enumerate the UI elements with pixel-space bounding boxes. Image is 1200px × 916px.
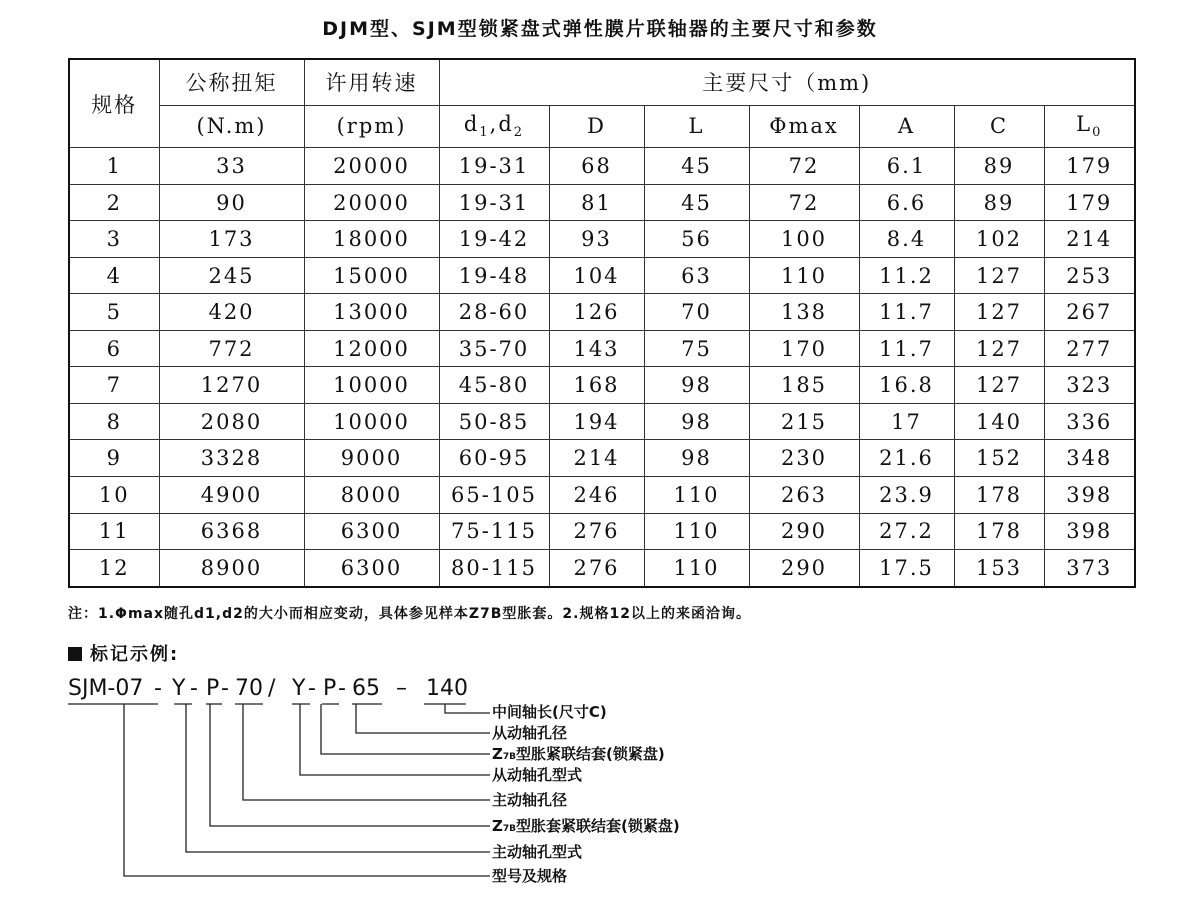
header-dimensions: 主要尺寸（mm) — [439, 59, 1135, 105]
table-cell: 102 — [954, 221, 1044, 258]
table-cell: 178 — [954, 476, 1044, 513]
table-cell: 3328 — [159, 440, 304, 477]
code-dash: - — [190, 676, 198, 701]
header-speed: 许用转速 — [304, 59, 439, 105]
table-cell: 18000 — [304, 221, 439, 258]
table-cell: 6368 — [159, 513, 304, 550]
header-speed-unit: (rpm) — [304, 105, 439, 148]
table-cell: 11.7 — [859, 330, 954, 367]
table-cell: 126 — [549, 294, 644, 331]
table-cell: 63 — [644, 257, 749, 294]
table-cell: 75 — [644, 330, 749, 367]
table-cell: 60-95 — [439, 440, 549, 477]
table-cell: 89 — [954, 148, 1044, 185]
page-title: DJM型、SJM型锁紧盘式弹性膜片联轴器的主要尺寸和参数 — [322, 18, 878, 40]
table-cell: 11.2 — [859, 257, 954, 294]
table-cell: 110 — [644, 550, 749, 587]
table-cell: 127 — [954, 257, 1044, 294]
code-drive-p: P — [206, 676, 220, 701]
table-cell: 110 — [749, 257, 859, 294]
label-middle-length: 中间轴长(尺寸C) — [492, 703, 607, 721]
table-cell: 277 — [1044, 330, 1135, 367]
table-note: 注：1.Φmax随孔d1,d2的大小而相应变动，具体参见样本Z7B型胀套。2.规格12以上的来函洽询。 — [68, 606, 751, 622]
table-cell: 4900 — [159, 476, 304, 513]
table-cell: 100 — [749, 221, 859, 258]
table-cell: 5 — [69, 294, 159, 331]
table-cell: 90 — [159, 184, 304, 221]
table-cell: 68 — [549, 148, 644, 185]
table-cell: 19-31 — [439, 184, 549, 221]
table-cell: 1270 — [159, 367, 304, 404]
table-cell: 253 — [1044, 257, 1135, 294]
table-cell: 140 — [954, 403, 1044, 440]
table-cell: 35-70 — [439, 330, 549, 367]
table-cell: 75-115 — [439, 513, 549, 550]
table-cell: 127 — [954, 330, 1044, 367]
table-cell: 7 — [69, 367, 159, 404]
code-length: 140 — [426, 676, 468, 701]
code-model: SJM-07 — [68, 676, 144, 701]
table-cell: 12 — [69, 550, 159, 587]
label-driven-locking-set: Z7B型胀紧联结套(锁紧盘) — [492, 745, 665, 763]
table-cell: 20000 — [304, 148, 439, 185]
table-cell: 143 — [549, 330, 644, 367]
table-cell: 28-60 — [439, 294, 549, 331]
table-cell: 45 — [644, 148, 749, 185]
example-heading: 标记示例: — [68, 640, 179, 666]
table-cell: 373 — [1044, 550, 1135, 587]
label-model-spec: 型号及规格 — [492, 867, 568, 885]
label-drive-bore: 主动轴孔径 — [492, 791, 568, 809]
table-cell: 50-85 — [439, 403, 549, 440]
table-cell: 173 — [159, 221, 304, 258]
table-cell: 127 — [954, 294, 1044, 331]
table-cell: 185 — [749, 367, 859, 404]
table-cell: 179 — [1044, 148, 1135, 185]
table-cell: 6 — [69, 330, 159, 367]
code-driven-p: P — [323, 676, 337, 701]
table-cell: 214 — [1044, 221, 1135, 258]
table-cell: 323 — [1044, 367, 1135, 404]
table-cell: 11.7 — [859, 294, 954, 331]
table-cell: 13000 — [304, 294, 439, 331]
table-cell: 267 — [1044, 294, 1135, 331]
header-c: C — [954, 105, 1044, 148]
table-cell: 772 — [159, 330, 304, 367]
table-cell: 9000 — [304, 440, 439, 477]
table-cell: 65-105 — [439, 476, 549, 513]
table-cell: 153 — [954, 550, 1044, 587]
table-cell: 10000 — [304, 403, 439, 440]
table-cell: 89 — [954, 184, 1044, 221]
table-cell: 110 — [644, 476, 749, 513]
header-spec: 规格 — [69, 59, 159, 148]
header-bore: $d_1,d_2$ — [439, 105, 549, 148]
table-cell: 19-42 — [439, 221, 549, 258]
table-cell: 27.2 — [859, 513, 954, 550]
code-driven-type: Y — [292, 676, 306, 701]
table-cell: 276 — [549, 513, 644, 550]
table-cell: 10 — [69, 476, 159, 513]
header-phimax: Φmax — [749, 105, 859, 148]
code-dash: - — [308, 676, 316, 701]
table-cell: 1 — [69, 148, 159, 185]
header-l: L — [644, 105, 749, 148]
table-cell: 19-48 — [439, 257, 549, 294]
table-cell: 20000 — [304, 184, 439, 221]
table-cell: 3 — [69, 221, 159, 258]
table-cell: 290 — [749, 550, 859, 587]
table-cell: 246 — [549, 476, 644, 513]
table-cell: 194 — [549, 403, 644, 440]
table-cell: 2080 — [159, 403, 304, 440]
code-drive-type: Y — [172, 676, 186, 701]
table-cell: 348 — [1044, 440, 1135, 477]
header-torque-unit: (N.m) — [159, 105, 304, 148]
table-cell: 6300 — [304, 550, 439, 587]
table-cell: 16.8 — [859, 367, 954, 404]
table-cell: 6.1 — [859, 148, 954, 185]
table-cell: 110 — [644, 513, 749, 550]
table-cell: 33 — [159, 148, 304, 185]
table-cell: 290 — [749, 513, 859, 550]
label-driven-bore-type: 从动轴孔型式 — [492, 766, 583, 784]
table-cell: 127 — [954, 367, 1044, 404]
table-cell: 98 — [644, 440, 749, 477]
table-cell: 276 — [549, 550, 644, 587]
table-cell: 168 — [549, 367, 644, 404]
table-cell: 19-31 — [439, 148, 549, 185]
table-cell: 104 — [549, 257, 644, 294]
table-cell: 45-80 — [439, 367, 549, 404]
table-cell: 23.9 — [859, 476, 954, 513]
table-cell: 8900 — [159, 550, 304, 587]
table-cell: 93 — [549, 221, 644, 258]
table-cell: 72 — [749, 148, 859, 185]
table-cell: 70 — [644, 294, 749, 331]
table-cell: 8 — [69, 403, 159, 440]
header-a: A — [859, 105, 954, 148]
table-cell: 398 — [1044, 476, 1135, 513]
table-cell: 72 — [749, 184, 859, 221]
header-d: D — [549, 105, 644, 148]
table-cell: 170 — [749, 330, 859, 367]
table-cell: 15000 — [304, 257, 439, 294]
table-cell: 420 — [159, 294, 304, 331]
table-cell: 4 — [69, 257, 159, 294]
code-dash: - — [221, 676, 229, 701]
code-slash: / — [268, 676, 276, 701]
table-cell: 215 — [749, 403, 859, 440]
table-cell: 12000 — [304, 330, 439, 367]
table-cell: 11 — [69, 513, 159, 550]
table-cell: 98 — [644, 367, 749, 404]
table-cell: 56 — [644, 221, 749, 258]
table-cell: 17 — [859, 403, 954, 440]
table-cell: 8.4 — [859, 221, 954, 258]
table-cell: 178 — [954, 513, 1044, 550]
code-dash: - — [154, 676, 162, 701]
table-cell: 230 — [749, 440, 859, 477]
table-cell: 336 — [1044, 403, 1135, 440]
table-cell: 138 — [749, 294, 859, 331]
table-cell: 80-115 — [439, 550, 549, 587]
table-cell: 45 — [644, 184, 749, 221]
label-driven-bore: 从动轴孔径 — [492, 724, 568, 742]
table-cell: 245 — [159, 257, 304, 294]
table-cell: 2 — [69, 184, 159, 221]
table-cell: 81 — [549, 184, 644, 221]
table-cell: 17.5 — [859, 550, 954, 587]
table-cell: 398 — [1044, 513, 1135, 550]
label-drive-bore-type: 主动轴孔型式 — [492, 843, 583, 861]
code-dash: – — [396, 676, 407, 701]
table-cell: 6.6 — [859, 184, 954, 221]
code-dash: - — [338, 676, 346, 701]
table-cell: 179 — [1044, 184, 1135, 221]
table-cell: 98 — [644, 403, 749, 440]
table-cell: 8000 — [304, 476, 439, 513]
table-cell: 21.6 — [859, 440, 954, 477]
code-driven-bore: 65 — [352, 676, 380, 701]
table-cell: 9 — [69, 440, 159, 477]
code-drive-bore: 70 — [235, 676, 263, 701]
table-cell: 263 — [749, 476, 859, 513]
table-cell: 152 — [954, 440, 1044, 477]
label-drive-locking-set: Z7B型胀套紧联结套(锁紧盘) — [492, 817, 680, 835]
table-cell: 6300 — [304, 513, 439, 550]
header-l0: $L_0$ — [1044, 105, 1135, 148]
header-torque: 公称扭矩 — [159, 59, 304, 105]
table-cell: 10000 — [304, 367, 439, 404]
table-cell: 214 — [549, 440, 644, 477]
